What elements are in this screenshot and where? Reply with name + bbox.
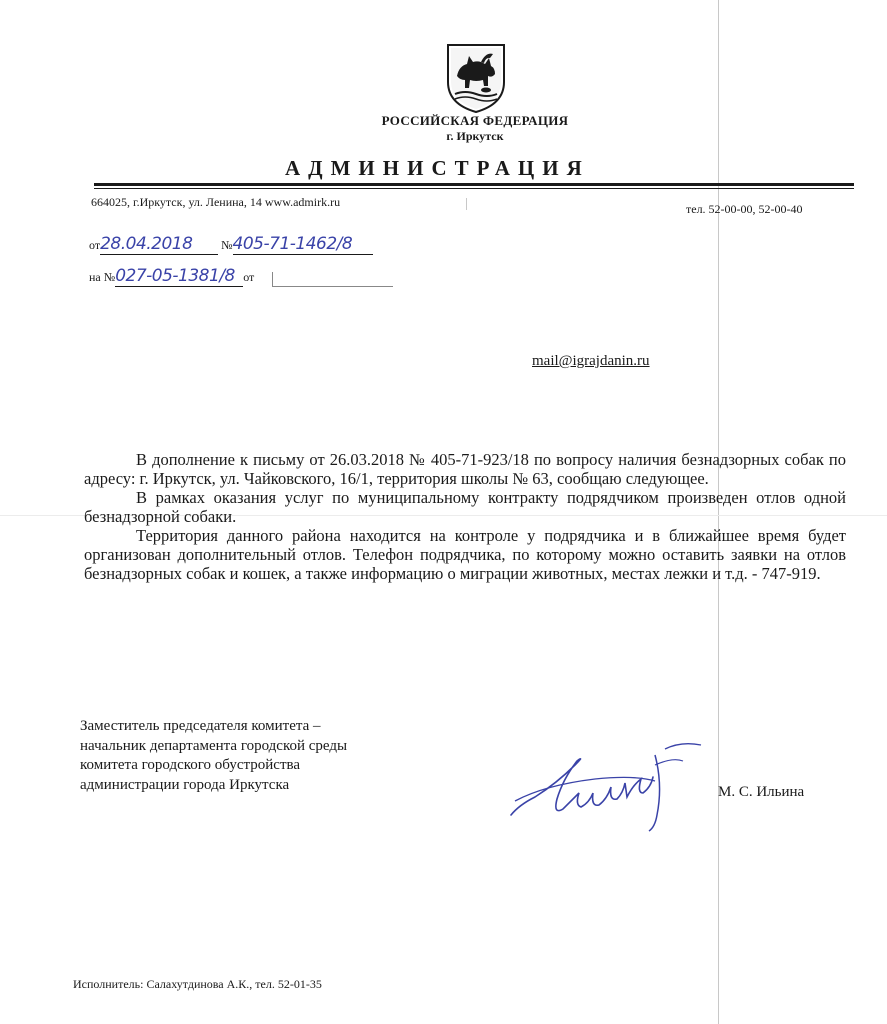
body-paragraph: В дополнение к письму от 26.03.2018 № 405-71-923/18 по вопросу наличия безнадзорных собак по адресу: г. Иркутск, ул. Чайковского, 16/1, территория школы № 63, сообщаю следующее. xyxy=(84,450,846,488)
body-paragraph: Территория данного района находится на контроле у подрядчика и в ближайшее время будет организован дополнительный отлов. Телефон подрядчика, по которому можно оставить заявки на отлов безнадзорных собак и кошек, а также информацию о миграции животных, местах лежки и т.д. - 747-919. xyxy=(84,526,846,583)
position-line: начальник департамента городской среды xyxy=(80,737,348,754)
irkutsk-coat-of-arms-icon xyxy=(445,42,507,114)
position-line: Заместитель председателя комитета – xyxy=(80,718,321,734)
header-rule-thin xyxy=(94,188,854,189)
from-label: от xyxy=(89,238,101,252)
city-name: г. Иркутск xyxy=(446,129,504,143)
registration-line xyxy=(89,234,373,255)
signatory-position xyxy=(80,717,347,795)
number-label: № xyxy=(221,238,233,252)
reference-number: 027-05-1381/8 xyxy=(115,266,243,287)
ref-label: на № xyxy=(89,270,116,284)
registration-date: 28.04.2018 xyxy=(100,234,218,255)
recipient-email: mail@igrajdanin.ru xyxy=(532,353,650,369)
position-line: комитета городского обустройства xyxy=(80,757,301,773)
ref-from-label: от xyxy=(243,270,255,284)
header-rule xyxy=(94,183,854,186)
position-line: администрации города Иркутска xyxy=(80,776,290,793)
address-divider xyxy=(466,198,467,210)
registration-number: 405-71-1462/8 xyxy=(233,234,373,255)
reference-line xyxy=(89,266,254,287)
executor-line: Исполнитель: Салахутдинова А.К., тел. 52-01-35 xyxy=(73,977,322,991)
handwritten-signature xyxy=(505,735,710,835)
body-paragraph: В рамках оказания услуг по муниципальному контракту подрядчиком произведен отлов одной безнадзорной собаки. xyxy=(84,488,846,526)
org-title: АДМИНИСТРАЦИЯ xyxy=(285,156,590,180)
letter-body xyxy=(84,450,846,583)
org-phones: тел. 52-00-00, 52-00-40 xyxy=(686,202,803,216)
signatory-name: М. С. Ильина xyxy=(718,784,805,800)
country-name: РОССИЙСКАЯ ФЕДЕРАЦИЯ xyxy=(381,113,569,128)
ref-date-box xyxy=(272,272,393,287)
org-address: 664025, г.Иркутск, ул. Ленина, 14 www.admirk.ru xyxy=(91,195,341,209)
